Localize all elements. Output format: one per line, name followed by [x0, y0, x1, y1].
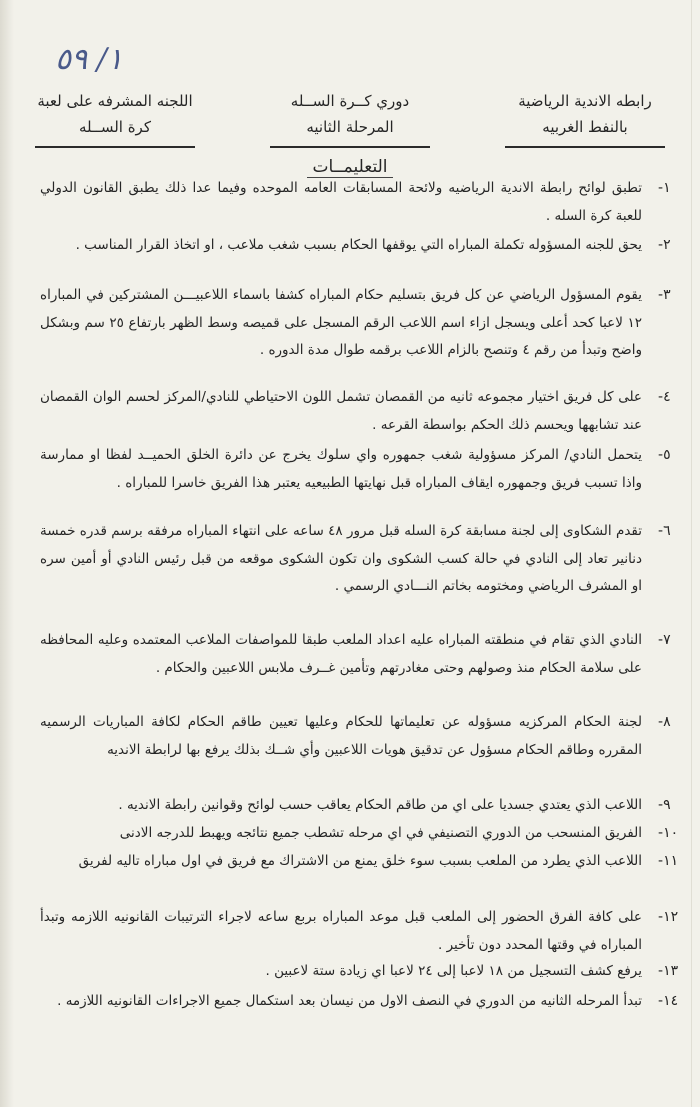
list-item — [40, 232, 671, 260]
handwritten-annotation: ١/ ٥٩ — [55, 42, 124, 77]
item-number: ٦- — [658, 523, 671, 539]
item-number: ٥- — [658, 447, 671, 463]
item-number: ١٣- — [658, 963, 679, 979]
header-right-line1: رابطه الاندية الرياضية — [518, 92, 652, 110]
header-middle-line1: دوري كــرة الســله — [290, 92, 410, 110]
item-number: ٩- — [658, 797, 671, 813]
header-right-line2: بالنفط الغربيه — [542, 118, 628, 136]
list-item — [40, 518, 671, 601]
header-committee — [25, 88, 205, 148]
item-text: على كل فريق اختيار مجموعه ثانيه من القمصان تشمل اللون الاحتياطي للنادي/المركز لحسم الوان القمصان عند تشابهها ويحسم ذلك الحكم بواسطة القرعه . — [40, 389, 642, 433]
item-text: تطبق لوائح رابطة الاندية الرياضيه ولائحة المسابقات العامه الموحده وفيما عدا ذلك يطبق القانون الدولي للعبة كرة السله . — [40, 180, 642, 224]
document-title — [0, 157, 700, 177]
item-number: ١٢- — [658, 909, 679, 925]
item-text: يقوم المسؤول الرياضي عن كل فريق بتسليم حكام المباراه كشفا باسماء اللاعبيـــن المشتركين في المباراه ١٢ لاعبا كحد أعلى ويسجل ازاء اسم اللاعب الرقم المسجل على قميصه وسط الظهر بارتفاع ٢٥ سم وبشكل واضح وتبدأ من رقم ٤ وتنصح بالزام اللاعب برقمه طوال مدة الدوره . — [40, 287, 642, 358]
item-number: ٤- — [658, 389, 671, 405]
list-item — [40, 988, 679, 1016]
item-text: اللاعب الذي يطرد من الملعب بسبب سوء خلق يمنع من الاشتراك مع فريق في اول مباراه تاليه لفريق — [78, 853, 642, 869]
header-league — [260, 88, 440, 148]
item-text: على كافة الفرق الحضور إلى الملعب قبل موعد المباراه بربع ساعه لاجراء الترتيبات القانونيه اللازمه وتبدأ المباراه في وقتها المحدد دون تأخير . — [40, 909, 642, 953]
item-text: لجنة الحكام المركزيه مسؤوله عن تعليماتها للحكام وعليها تعيين طاقم الحكام لكافة المباريات الرسميه المقرره وطاقم الحكام مسؤول عن تدقيق هويات اللاعبين وأي شــك بذلك يرفع بها لرابطة الانديه — [40, 714, 642, 758]
header-organization — [495, 88, 675, 148]
item-text: يحق للجنه المسؤوله تكملة المباراه التي يوقفها الحكام بسبب شغب ملاعب ، او اتخاذ القرار المناسب . — [75, 237, 642, 253]
item-number: ٧- — [658, 632, 671, 648]
item-text: يتحمل النادي/ المركز مسؤولية شغب جمهوره واي سلوك يخرج عن دائرة الخلق الحميــد لفظا او ممارسة واذا تسبب فريق وجمهوره ايقاف المباراه قبل نهايتها الطبيعيه يعتبر هذا الفريق خاسرا للمباراه . — [40, 447, 642, 491]
item-number: ١٠- — [658, 825, 679, 841]
list-item — [40, 282, 671, 365]
item-number: ١١- — [658, 853, 679, 869]
title-text: التعليمــات — [307, 157, 394, 178]
list-item — [40, 904, 679, 959]
item-number: ٨- — [658, 714, 671, 730]
item-text: تبدأ المرحله الثانيه من الدوري في النصف الاول من نيسان بعد استكمال جميع الاجراءات القانونيه اللازمه . — [57, 993, 642, 1009]
header-left-line1: اللجنه المشرفه على لعبة — [37, 92, 193, 110]
item-text: يرفع كشف التسجيل من ١٨ لاعبا إلى ٢٤ لاعبا اي زيادة ستة لاعبين . — [265, 963, 642, 979]
item-text: النادي الذي تقام في منطقته المباراه عليه اعداد الملعب طبقا للمواصفات الملاعب المعتمده وعليه المحافظه على سلامة الحكام منذ وصولهم وحتى مغادرتهم وتأمين غــرف ملابس اللاعبين والحكام . — [40, 632, 642, 676]
header-right-rule — [505, 146, 665, 148]
list-item — [40, 175, 671, 230]
header-middle-line2: المرحلة الثانيه — [306, 118, 394, 136]
item-number: ٢- — [658, 237, 671, 253]
item-text: تقدم الشكاوى إلى لجنة مسابقة كرة السله قبل مرور ٤٨ ساعه على انتهاء المباراه مرفقه برسم قدره خمسة دنانير تعاد إلى النادي في حالة كسب الشكوى وان تكون الشكوى موقعه من قبل رئيس النادي أو أمين سره او المشرف الرياضي ومختومه بخاتم النـــادي الرسمي . — [40, 523, 642, 594]
header-left-rule — [35, 146, 195, 148]
list-item — [40, 958, 679, 986]
list-item — [40, 709, 671, 764]
list-item — [40, 384, 671, 439]
header-middle-rule — [270, 146, 430, 148]
list-item — [40, 820, 679, 848]
item-number: ١- — [658, 180, 671, 196]
header-left-line2: كرة الســله — [79, 118, 151, 136]
item-number: ١٤- — [658, 993, 679, 1009]
letterhead — [25, 88, 675, 158]
list-item — [40, 627, 671, 682]
list-item — [40, 848, 679, 876]
item-number: ٣- — [658, 287, 671, 303]
list-item — [40, 442, 671, 497]
item-text: الفريق المنسحب من الدوري التصنيفي في اي مرحله تشطب جميع نتائجه ويهبط للدرجه الادنى — [119, 825, 642, 841]
item-text: اللاعب الذي يعتدي جسديا على اي من طاقم الحكام يعاقب حسب لوائح وقوانين رابطة الانديه . — [118, 797, 642, 813]
list-item — [40, 792, 671, 820]
